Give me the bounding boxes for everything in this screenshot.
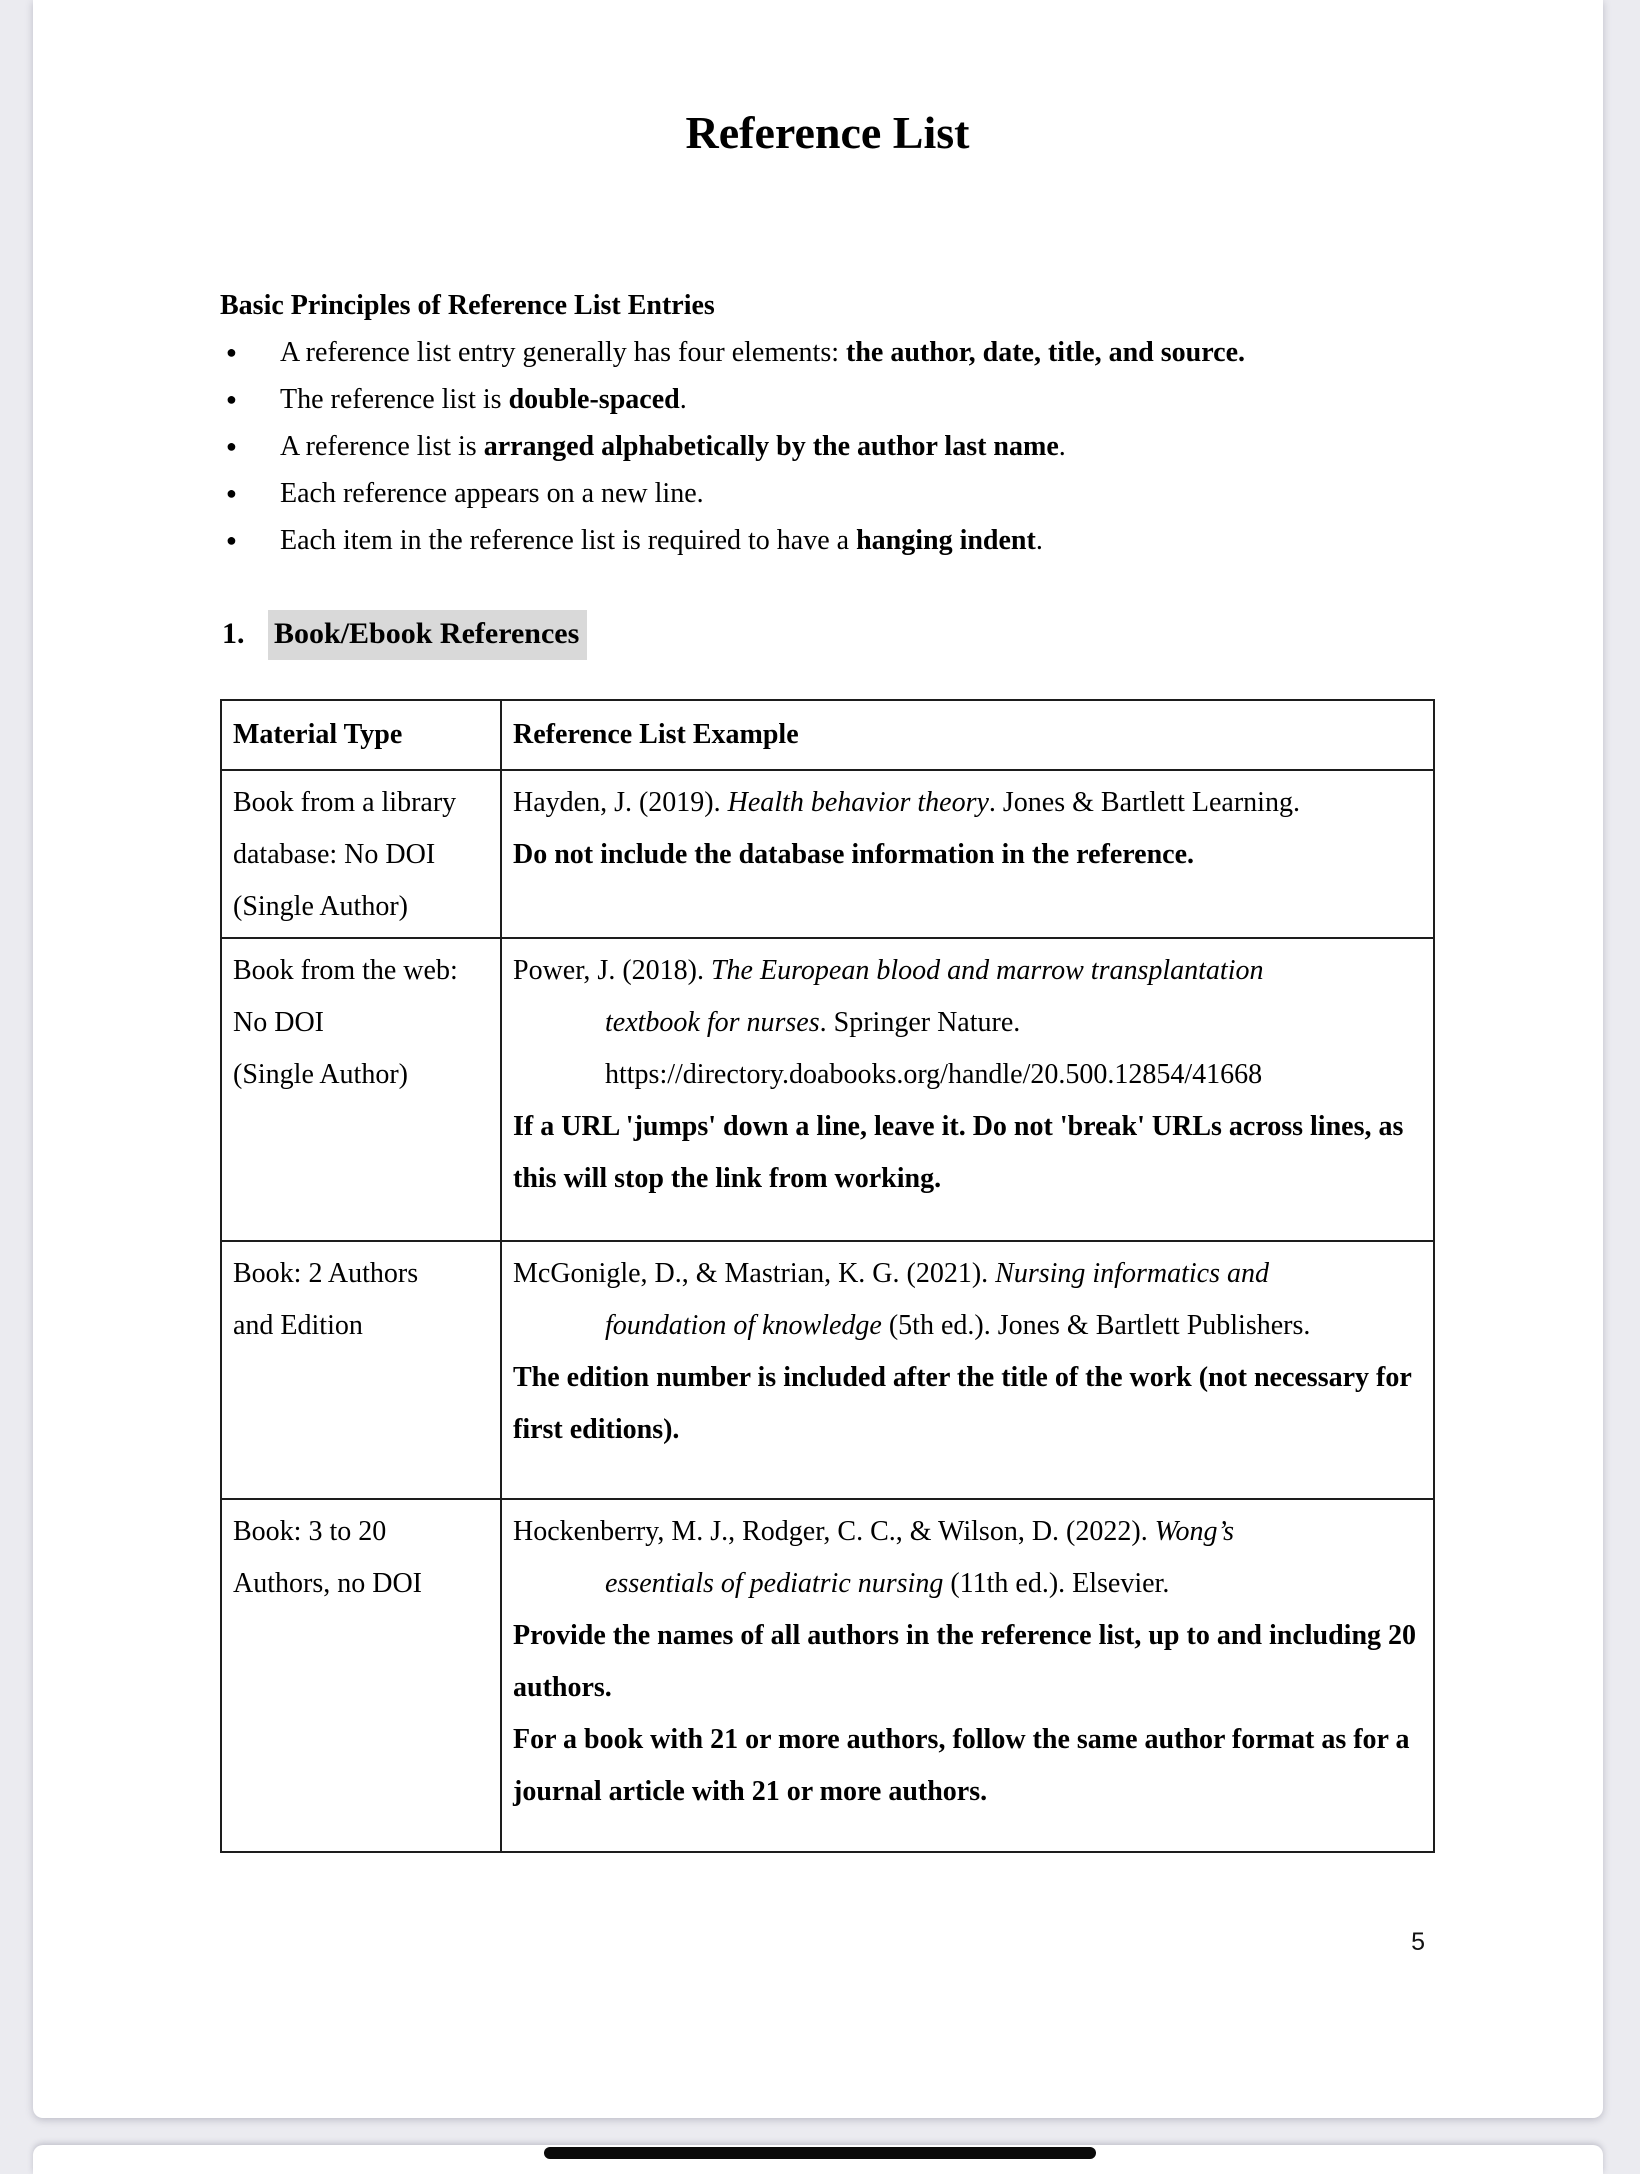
text-segment: . Springer Nature. <box>819 1007 1021 1038</box>
section-heading <box>220 610 1435 660</box>
text-segment: foundation of knowledge <box>605 1310 882 1341</box>
material-line: (Single Author) <box>233 1059 408 1090</box>
reference-line <box>513 997 1421 1049</box>
page-number: 5 <box>1411 1928 1425 1956</box>
text-segment: (11th ed.). Elsevier. <box>943 1568 1170 1599</box>
material-line: Book: 3 to 20 <box>233 1516 387 1547</box>
text-segment: A reference list entry generally has four elements: <box>280 337 846 368</box>
bullet-text <box>280 517 1435 564</box>
text-segment: A reference list is <box>280 431 484 462</box>
bullet-icon: ● <box>226 483 237 503</box>
text-segment: (5th ed.). Jones & Bartlett Publishers. <box>881 1310 1311 1341</box>
material-line: No DOI <box>233 1007 324 1038</box>
document-content <box>220 0 1435 1957</box>
table-row <box>221 1499 1434 1852</box>
reference-line <box>513 1300 1421 1352</box>
table-row <box>221 938 1434 1241</box>
material-line: and Edition <box>233 1310 363 1341</box>
principles-section <box>220 282 1435 564</box>
bullet-text <box>280 376 1435 423</box>
text-segment: Nursing informatics and <box>995 1258 1269 1289</box>
reference-line <box>513 1248 1421 1300</box>
text-segment: . <box>679 384 687 415</box>
bullet-item <box>220 329 1435 376</box>
text-segment: Each reference appears on a new line. <box>280 478 704 509</box>
section-number: 1. <box>222 617 245 650</box>
material-type-cell <box>221 770 501 938</box>
text-segment: double-spaced <box>508 384 680 415</box>
text-segment: essentials of pediatric nursing <box>605 1568 944 1599</box>
material-line: Book from the web: <box>233 955 458 986</box>
reference-entry <box>513 1506 1421 1610</box>
bullet-item <box>220 376 1435 423</box>
reference-entry <box>513 1248 1421 1352</box>
material-line: database: No DOI <box>233 839 436 870</box>
usage-note <box>513 1101 1421 1205</box>
material-type-cell <box>221 1499 501 1852</box>
text-segment: McGonigle, D., & Mastrian, K. G. (2021). <box>513 1258 996 1289</box>
reference-line <box>513 1558 1421 1610</box>
text-segment: . <box>1058 431 1066 462</box>
reference-example-cell <box>501 1241 1434 1499</box>
column-header-material-type: Material Type <box>221 700 501 770</box>
usage-note <box>513 1610 1421 1714</box>
text-segment: Each item in the reference list is required to have a <box>280 525 857 556</box>
bullet-item <box>220 423 1435 470</box>
material-type-cell <box>221 1241 501 1499</box>
text-segment: Wong’s <box>1154 1516 1235 1547</box>
reference-line <box>513 1506 1421 1558</box>
reference-line <box>513 945 1421 997</box>
bullet-icon: ● <box>226 436 237 456</box>
column-header-reference-example: Reference List Example <box>501 700 1434 770</box>
text-segment: Power, J. (2018). <box>513 955 711 986</box>
text-segment: The edition number is included after the title of the work (not necessary for first editions). <box>513 1362 1412 1445</box>
text-segment: For a book with 21 or more authors, follow the same author format as for a journal article with 21 or more authors. <box>513 1724 1410 1807</box>
text-segment: Provide the names of all authors in the reference list, up to and including 20 authors. <box>513 1620 1417 1703</box>
text-segment: https://directory.doabooks.org/handle/20.500.12854/41668 <box>605 1059 1263 1090</box>
bullet-icon: ● <box>226 530 237 550</box>
home-indicator[interactable] <box>544 2147 1096 2159</box>
bullet-icon: ● <box>226 389 237 409</box>
reference-url[interactable] <box>513 1049 1421 1101</box>
reference-entry <box>513 777 1421 829</box>
text-segment: If a URL 'jumps' down a line, leave it. Do not 'break' URLs across lines, as this will stop the link from working. <box>513 1111 1404 1194</box>
reference-entry <box>513 945 1421 1101</box>
principles-heading: Basic Principles of Reference List Entries <box>220 290 715 321</box>
material-line: Book: 2 Authors <box>233 1258 419 1289</box>
usage-note <box>513 1352 1421 1456</box>
usage-note <box>513 1714 1421 1818</box>
text-segment: Hayden, J. (2019). <box>513 787 728 818</box>
bullet-item <box>220 470 1435 517</box>
reference-line <box>513 777 1421 829</box>
material-type-cell <box>221 938 501 1241</box>
section-title-highlighted: Book/Ebook References <box>268 610 587 660</box>
bullet-text <box>280 423 1435 470</box>
bullet-item <box>220 517 1435 564</box>
text-segment: textbook for nurses <box>605 1007 820 1038</box>
text-segment: The European blood and marrow transplantation <box>710 955 1264 986</box>
text-segment: Do not include the database information in the reference. <box>513 839 1195 870</box>
material-line: (Single Author) <box>233 891 408 922</box>
reference-example-cell <box>501 770 1434 938</box>
text-segment: The reference list is <box>280 384 509 415</box>
bullet-text <box>280 329 1435 376</box>
document-page <box>33 0 1603 2118</box>
reference-table <box>220 699 1435 1853</box>
table-body <box>221 770 1434 1852</box>
usage-note <box>513 829 1421 881</box>
text-segment: the author, date, title, and source. <box>846 337 1245 368</box>
document-title: Reference List <box>685 107 970 158</box>
material-line: Authors, no DOI <box>233 1568 422 1599</box>
reference-example-cell <box>501 1499 1434 1852</box>
table-header-row <box>221 700 1434 770</box>
material-line: Book from a library <box>233 787 457 818</box>
bullet-icon: ● <box>226 342 237 362</box>
table-row <box>221 770 1434 938</box>
text-segment: . Jones & Bartlett Learning. <box>988 787 1300 818</box>
text-segment: arranged alphabetically by the author last name <box>483 431 1059 462</box>
text-segment: hanging indent <box>856 525 1036 556</box>
reference-example-cell <box>501 938 1434 1241</box>
principles-list <box>220 329 1435 564</box>
text-segment: Hockenberry, M. J., Rodger, C. C., & Wilson, D. (2022). <box>513 1516 1155 1547</box>
table-row <box>221 1241 1434 1499</box>
text-segment: . <box>1035 525 1043 556</box>
bullet-text <box>280 470 1435 517</box>
text-segment: Health behavior theory <box>727 787 989 818</box>
